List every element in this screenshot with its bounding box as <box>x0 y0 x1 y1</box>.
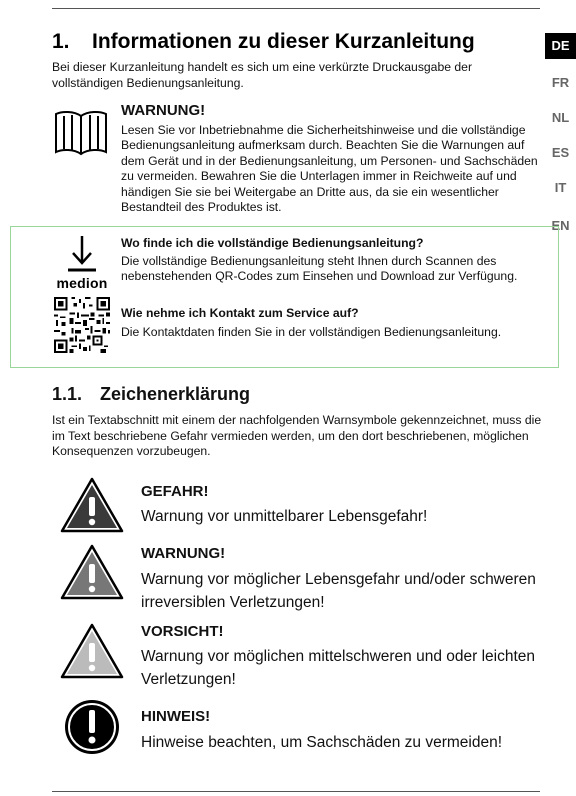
lang-tab-de[interactable]: DE <box>545 33 576 59</box>
symbol-text-notice: Hinweise beachten, um Sachschäden zu vermeiden! <box>141 734 503 751</box>
section-1-1-heading <box>52 384 250 405</box>
lang-tab-es[interactable]: ES <box>551 145 570 160</box>
symbol-title-danger: GEFAHR! <box>141 483 209 500</box>
section-1-number: 1. <box>52 30 70 53</box>
section-1-heading <box>52 30 475 54</box>
download-arrow-icon <box>64 234 100 274</box>
section-1-title: Informationen zu dieser Kurzanleitung <box>92 30 475 53</box>
lang-tab-it[interactable]: IT <box>554 180 567 195</box>
lang-tab-fr[interactable]: FR <box>551 75 570 90</box>
symbol-title-notice: HINWEIS! <box>141 708 211 725</box>
lang-tab-en[interactable]: EN <box>551 218 570 233</box>
symbol-text-caution: Warnung vor möglichen mittelschweren und oder leichten Verletzungen! <box>141 648 536 688</box>
answer-manual: Die vollständige Bedienungsanleitung steht Ihnen durch Scannen des nebenstehenden QR-Codes zum Einsehen und Download zur Verfügung. <box>121 254 518 284</box>
section-1-1-number: 1.1. <box>52 384 83 404</box>
warning-triangle-icon <box>60 543 124 601</box>
section-1-1-title: Zeichenerklärung <box>100 384 251 404</box>
top-rule <box>52 8 540 9</box>
section-1-1-intro: Ist ein Textabschnitt mit einem der nachfolgenden Warnsymbole gekennzeichnet, muss die im Text beschriebene Gefahr vermieden werden, um den dort beschriebenen, möglichen Konsequenzen vorzubeugen. <box>52 413 542 459</box>
caution-triangle-icon <box>60 622 124 680</box>
symbol-text-warning: Warnung vor möglicher Lebensgefahr und/oder schweren irreversiblen Verletzungen! <box>141 571 536 611</box>
question-service: Wie nehme ich Kontakt zum Service auf? <box>121 306 359 320</box>
answer-service: Die Kontaktdaten finden Sie in der vollständigen Bedienungsanleitung. <box>121 325 502 339</box>
notice-circle-icon <box>60 698 124 756</box>
open-book-icon <box>52 108 110 158</box>
danger-triangle-icon <box>60 476 124 534</box>
question-manual: Wo finde ich die vollständige Bedienungsanleitung? <box>121 236 424 250</box>
warning-text: Lesen Sie vor Inbetriebnahme die Sicherheitshinweise und die vollständige Bedienungsanleitung aufmerksam durch. Beachten Sie die Warnungen auf dem Gerät und in der Bedienungsanleitung, um Personen- und Sachschäden zu vermeiden. Bewahren Sie die Unterlagen immer in Reichweite auf und händigen Sie sie bei Weitergabe an Dritte aus, da sie ein wesentlicher Bestandteil des Produktes ist. <box>121 123 538 215</box>
section-1-intro: Bei dieser Kurzanleitung handelt es sich um eine verkürzte Druckausgabe der vollständigen Bedienungsanleitung. <box>52 60 473 90</box>
medion-logo: medion <box>56 275 108 291</box>
symbol-title-warning: WARNUNG! <box>141 545 226 562</box>
symbol-title-caution: VORSICHT! <box>141 623 224 640</box>
warning-title: WARNUNG! <box>121 102 206 119</box>
qr-code[interactable] <box>54 297 110 353</box>
bottom-rule <box>52 791 540 792</box>
symbol-text-danger: Warnung vor unmittelbarer Lebensgefahr! <box>141 508 428 525</box>
lang-tab-nl[interactable]: NL <box>551 110 570 125</box>
